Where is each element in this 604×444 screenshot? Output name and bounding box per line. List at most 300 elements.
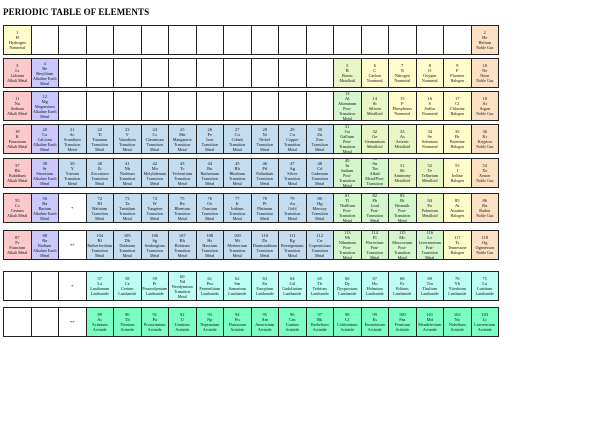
atomic-number: 88 — [42, 232, 47, 238]
element-name: Krypton — [477, 139, 492, 145]
element-cell-promethium[interactable] — [196, 271, 225, 301]
element-category: Lanthanide — [255, 291, 274, 297]
element-cell-xenon[interactable] — [471, 158, 500, 188]
element-symbol: Og — [482, 240, 488, 246]
atomic-number: 84 — [427, 198, 432, 204]
element-cell-nihonium[interactable] — [333, 230, 362, 260]
element-cell-cadmium[interactable] — [306, 158, 335, 188]
element-cell-indium[interactable] — [333, 158, 362, 188]
element-cell-tin[interactable] — [361, 158, 390, 188]
element-cell-fermium[interactable] — [388, 307, 417, 337]
element-cell-aluminum[interactable] — [333, 91, 362, 121]
atomic-number: 83 — [400, 193, 405, 199]
element-symbol: Sg — [152, 237, 158, 243]
element-cell-calcium[interactable] — [31, 124, 60, 154]
atomic-number: 116 — [426, 230, 434, 236]
element-cell-iridium[interactable] — [223, 193, 252, 223]
element-category: Nonmetal — [9, 45, 26, 51]
element-name: Thallium — [339, 203, 355, 209]
element-cell-protactinium[interactable] — [141, 307, 170, 337]
element-cell-ytterbium[interactable] — [443, 271, 472, 301]
element-cell-bromine[interactable] — [443, 124, 472, 154]
element-symbol: Pm — [206, 281, 213, 287]
element-symbol: Zr — [97, 165, 102, 171]
atomic-number: 29 — [290, 126, 295, 132]
element-cell-titanium[interactable] — [86, 124, 115, 154]
element-cell-vanadium[interactable] — [113, 124, 142, 154]
element-cell-iron[interactable] — [196, 124, 225, 154]
series-marker-cell — [58, 271, 87, 301]
element-cell-gallium[interactable] — [333, 124, 362, 154]
element-cell-neptunium[interactable] — [196, 307, 225, 337]
element-category: Post-Transition Metal — [394, 208, 411, 224]
element-name: Vanadium — [118, 136, 136, 142]
element-category: Transition Metal — [119, 210, 136, 221]
element-symbol: I — [456, 168, 458, 174]
element-category: Metalloid — [394, 144, 411, 150]
element-cell-dubnium[interactable] — [113, 230, 142, 260]
element-symbol: Br — [455, 134, 460, 140]
element-name: Francium — [9, 245, 26, 251]
element-cell-silicon[interactable] — [361, 91, 390, 121]
element-cell-livermorium[interactable] — [416, 230, 445, 260]
element-cell-samarium[interactable] — [223, 271, 252, 301]
atomic-number: 5 — [346, 63, 349, 69]
element-name: Rubidium — [8, 173, 26, 179]
element-symbol: Sr — [42, 165, 47, 171]
element-cell-tantalum[interactable] — [113, 193, 142, 223]
empty-cell — [141, 58, 170, 88]
element-symbol: Fm — [399, 317, 406, 323]
element-cell-tellurium[interactable] — [416, 158, 445, 188]
element-cell-cerium[interactable] — [113, 271, 142, 301]
element-category: Halogen — [450, 213, 465, 219]
element-symbol: Al — [345, 96, 350, 102]
empty-cell — [31, 25, 60, 55]
atomic-number: 34 — [427, 129, 432, 135]
atomic-number: 31 — [345, 124, 350, 130]
element-category: Nonmetal — [394, 111, 411, 117]
element-name: Meitnerium — [227, 242, 248, 248]
element-cell-lutetium[interactable] — [471, 271, 500, 301]
empty-cell — [113, 25, 142, 55]
atomic-number: 109 — [233, 232, 241, 238]
empty-cell — [443, 25, 472, 55]
element-cell-dysprosium[interactable] — [333, 271, 362, 301]
element-cell-barium[interactable] — [31, 193, 60, 223]
element-symbol: Rn — [482, 203, 488, 209]
element-name: Neptunium — [200, 322, 220, 328]
element-category: Lanthanide — [228, 291, 247, 297]
atomic-number: 8 — [428, 63, 431, 69]
element-cell-astatine[interactable] — [443, 193, 472, 223]
atomic-number: 106 — [151, 232, 159, 238]
element-category: Nonmetal — [421, 144, 438, 150]
element-category: Nonmetal — [394, 78, 411, 84]
element-category: Nonmetal — [366, 78, 383, 84]
element-category: Actinide — [312, 327, 327, 333]
element-symbol: Ho — [372, 281, 378, 287]
element-cell-silver[interactable] — [278, 158, 307, 188]
element-category: Alkali Metal — [7, 178, 28, 184]
atomic-number: 62 — [235, 276, 240, 282]
element-cell-radium[interactable] — [31, 230, 60, 260]
element-cell-francium[interactable] — [3, 230, 32, 260]
element-cell-americium[interactable] — [251, 307, 280, 337]
element-name: Iridium — [230, 205, 244, 211]
element-name: Tennessine — [447, 245, 467, 251]
element-cell-polonium[interactable] — [416, 193, 445, 223]
element-cell-neon[interactable] — [471, 58, 500, 88]
element-cell-sulfur[interactable] — [416, 91, 445, 121]
element-cell-antimony[interactable] — [388, 158, 417, 188]
atomic-number: 44 — [207, 160, 212, 166]
element-name: Potassium — [8, 139, 26, 145]
element-cell-oxygen[interactable] — [416, 58, 445, 88]
element-name: Oganesson — [475, 245, 494, 251]
element-name: Holmium — [366, 286, 383, 292]
element-category: Lanthanide — [475, 291, 494, 297]
element-cell-germanium[interactable] — [361, 124, 390, 154]
element-symbol: O — [428, 68, 432, 74]
empty-cell — [388, 25, 417, 55]
element-name: Lanthanum — [90, 286, 110, 292]
element-symbol: Pd — [262, 165, 268, 171]
element-cell-terbium[interactable] — [306, 271, 335, 301]
element-name: Gadolinium — [282, 286, 303, 292]
element-symbol: He — [482, 35, 488, 41]
element-name: Calcium — [37, 136, 52, 142]
atomic-number: 51 — [400, 163, 405, 169]
element-symbol: Er — [400, 281, 405, 287]
element-cell-praseodymium[interactable] — [141, 271, 170, 301]
element-symbol: Po — [427, 203, 433, 209]
empty-cell — [333, 25, 362, 55]
element-cell-iodine[interactable] — [443, 158, 472, 188]
element-cell-potassium[interactable] — [3, 124, 32, 154]
element-symbol: Dy — [344, 281, 350, 287]
element-cell-roentgenium[interactable] — [278, 230, 307, 260]
element-name: Niobium — [119, 170, 135, 176]
element-name: Tellurium — [421, 173, 438, 179]
element-name: Manganese — [172, 136, 192, 142]
element-symbol: Ti — [97, 131, 102, 137]
element-cell-carbon[interactable] — [361, 58, 390, 88]
element-cell-gold[interactable] — [278, 193, 307, 223]
atomic-number: 27 — [235, 126, 240, 132]
element-symbol: F — [455, 68, 459, 74]
element-name: Helium — [478, 40, 492, 46]
element-category: Transition Metal — [174, 175, 191, 186]
element-category: Halogen — [450, 78, 465, 84]
element-cell-krypton[interactable] — [471, 124, 500, 154]
element-symbol: Cl — [455, 101, 460, 107]
element-symbol: Y — [70, 165, 74, 171]
element-cell-technetium[interactable] — [168, 158, 197, 188]
empty-cell — [58, 91, 87, 121]
element-cell-niobium[interactable] — [113, 158, 142, 188]
element-symbol: Ts — [455, 240, 460, 246]
element-name: Californium — [337, 322, 358, 328]
element-category: Transition Metal — [174, 210, 191, 221]
element-symbol: Au — [289, 200, 295, 206]
element-name: Nobelium — [448, 322, 466, 328]
element-symbol: Lr — [482, 317, 487, 323]
element-category: Actinide — [202, 327, 217, 333]
element-cell-europium[interactable] — [251, 271, 280, 301]
atomic-number: 42 — [152, 160, 157, 166]
atomic-number: 104 — [96, 232, 104, 238]
element-cell-boron[interactable] — [333, 58, 362, 88]
element-symbol: Ge — [372, 134, 378, 140]
element-name: Zirconium — [90, 170, 109, 176]
element-cell-mendelevium[interactable] — [416, 307, 445, 337]
element-cell-einsteinium[interactable] — [361, 307, 390, 337]
atomic-number: 114 — [371, 230, 379, 236]
element-cell-zirconium[interactable] — [86, 158, 115, 188]
element-cell-curium[interactable] — [278, 307, 307, 337]
element-cell-fluorine[interactable] — [443, 58, 472, 88]
element-cell-molybdenum[interactable] — [141, 158, 170, 188]
atomic-number: 68 — [400, 276, 405, 282]
atomic-number: 70 — [455, 276, 460, 282]
atomic-number: 77 — [235, 195, 240, 201]
element-cell-yttrium[interactable] — [58, 158, 87, 188]
page-title: PERIODIC TABLE OF ELEMENTS — [3, 7, 150, 17]
element-category: Transition Metal — [229, 141, 246, 152]
element-symbol: Sb — [399, 168, 405, 174]
empty-cell — [306, 91, 335, 121]
empty-cell — [196, 58, 225, 88]
element-cell-plutonium[interactable] — [223, 307, 252, 337]
element-cell-rhenium[interactable] — [168, 193, 197, 223]
element-cell-rhodium[interactable] — [223, 158, 252, 188]
element-symbol: Bk — [317, 317, 323, 323]
atomic-number: 50 — [372, 158, 377, 161]
element-category: Transition Metal — [64, 175, 81, 186]
element-category: Nonmetal — [421, 78, 438, 84]
element-category: Nonmetal — [421, 111, 438, 117]
element-name: Technetium — [172, 170, 193, 176]
element-category: Transition Metal — [284, 210, 301, 221]
element-symbol: B — [345, 68, 349, 74]
element-cell-platinum[interactable] — [251, 193, 280, 223]
element-cell-lanthanum[interactable] — [86, 271, 115, 301]
atomic-number: 93 — [207, 312, 212, 318]
empty-cell — [31, 307, 60, 337]
element-cell-radon[interactable] — [471, 193, 500, 223]
atomic-number: 14 — [372, 96, 377, 102]
element-symbol: Mg — [41, 98, 48, 104]
element-category: Lanthanide — [283, 291, 302, 297]
element-name: Gold — [288, 205, 297, 211]
element-cell-uranium[interactable] — [168, 307, 197, 337]
element-cell-actinium[interactable] — [86, 307, 115, 337]
element-cell-thallium[interactable] — [333, 193, 362, 223]
element-cell-moscovium[interactable] — [388, 230, 417, 260]
element-cell-strontium[interactable] — [31, 158, 60, 188]
element-cell-holmium[interactable] — [361, 271, 390, 301]
element-category: Transition Metal — [229, 175, 246, 186]
element-cell-nitrogen[interactable] — [388, 58, 417, 88]
element-cell-erbium[interactable] — [388, 271, 417, 301]
element-name: Darmstadtium — [252, 242, 277, 248]
atomic-number: 20 — [42, 126, 47, 132]
atomic-number: 33 — [400, 129, 405, 135]
element-cell-darmstadtium[interactable] — [251, 230, 280, 260]
element-category: Noble Gas — [476, 178, 494, 184]
element-symbol: Cu — [289, 131, 295, 137]
element-cell-chlorine[interactable] — [443, 91, 472, 121]
element-cell-ruthenium[interactable] — [196, 158, 225, 188]
element-cell-argon[interactable] — [471, 91, 500, 121]
element-symbol: Xe — [482, 168, 488, 174]
element-cell-chromium[interactable] — [141, 124, 170, 154]
atomic-number: 6 — [373, 63, 376, 69]
element-cell-hafnium[interactable] — [86, 193, 115, 223]
element-symbol: Ga — [344, 129, 350, 135]
element-cell-berkelium[interactable] — [306, 307, 335, 337]
element-cell-tennessine[interactable] — [443, 230, 472, 260]
element-cell-zinc[interactable] — [306, 124, 335, 154]
atomic-number: 21 — [70, 126, 75, 132]
element-cell-magnesium[interactable] — [31, 91, 60, 121]
element-symbol: Ac — [97, 317, 103, 323]
element-cell-meitnerium[interactable] — [223, 230, 252, 260]
atomic-number: 1 — [16, 30, 19, 36]
atomic-number: 25 — [180, 126, 185, 132]
element-cell-thorium[interactable] — [113, 307, 142, 337]
element-name: Bohrium — [174, 242, 190, 248]
element-symbol: Pu — [234, 317, 240, 323]
element-symbol: Ce — [124, 281, 130, 287]
atomic-number: 17 — [455, 96, 460, 102]
element-cell-rubidium[interactable] — [3, 158, 32, 188]
element-symbol: Ni — [262, 131, 267, 137]
atomic-number: 99 — [372, 312, 377, 318]
series-marker-cell — [58, 193, 87, 223]
element-name: Platinum — [257, 205, 273, 211]
element-cell-bohrium[interactable] — [168, 230, 197, 260]
element-name: Nickel — [259, 136, 271, 142]
element-cell-lithium[interactable] — [3, 58, 32, 88]
atomic-number: 54 — [482, 163, 487, 169]
element-category: Transition Metal — [119, 141, 136, 152]
atomic-number: 89 — [97, 312, 102, 318]
element-cell-arsenic[interactable] — [388, 124, 417, 154]
element-cell-phosphorus[interactable] — [388, 91, 417, 121]
element-symbol: Np — [207, 317, 213, 323]
element-category: Metalloid — [366, 144, 383, 150]
element-symbol: Co — [234, 131, 240, 137]
element-cell-sodium[interactable] — [3, 91, 32, 121]
element-symbol: Lv — [427, 235, 433, 241]
element-category: Alkali Metal — [7, 78, 28, 84]
element-name: Copernicium — [308, 242, 331, 248]
element-cell-copernicium[interactable] — [306, 230, 335, 260]
element-symbol: P — [400, 101, 404, 107]
element-cell-neodymium[interactable] — [168, 271, 197, 301]
empty-cell — [168, 91, 197, 121]
element-symbol: Kr — [482, 134, 488, 140]
element-cell-seaborgium[interactable] — [141, 230, 170, 260]
element-cell-oganesson[interactable] — [471, 230, 500, 260]
element-symbol: Ra — [42, 237, 48, 243]
element-category: Transition Metal — [174, 141, 191, 152]
atomic-number: 10 — [482, 63, 487, 69]
element-symbol: Rh — [234, 165, 240, 171]
element-cell-beryllium[interactable] — [31, 58, 60, 88]
element-cell-cobalt[interactable] — [223, 124, 252, 154]
element-cell-thulium[interactable] — [416, 271, 445, 301]
element-name: Osmium — [202, 205, 217, 211]
series-marker: * — [71, 205, 74, 211]
element-cell-tungsten[interactable] — [141, 193, 170, 223]
element-cell-manganese[interactable] — [168, 124, 197, 154]
element-cell-osmium[interactable] — [196, 193, 225, 223]
element-name: Fluorine — [450, 73, 465, 79]
element-category: Actinide — [285, 327, 300, 333]
element-category: Transition Metal — [91, 141, 108, 152]
element-name: Ytterbium — [448, 286, 466, 292]
element-symbol: S — [428, 101, 431, 107]
atomic-number: 79 — [290, 195, 295, 201]
element-cell-flerovium[interactable] — [361, 230, 390, 260]
series-marker-cell — [58, 230, 87, 260]
element-cell-gadolinium[interactable] — [278, 271, 307, 301]
empty-cell — [196, 25, 225, 55]
element-cell-nobelium[interactable] — [443, 307, 472, 337]
element-cell-copper[interactable] — [278, 124, 307, 154]
element-cell-lawrencium[interactable] — [471, 307, 500, 337]
element-category: Noble Gas — [476, 213, 494, 219]
atomic-number: 23 — [125, 126, 130, 132]
element-cell-hassium[interactable] — [196, 230, 225, 260]
element-cell-scandium[interactable] — [58, 124, 87, 154]
element-symbol: Pb — [372, 198, 378, 204]
element-cell-mercury[interactable] — [306, 193, 335, 223]
atomic-number: 101 — [426, 312, 434, 318]
element-cell-selenium[interactable] — [416, 124, 445, 154]
element-symbol: Os — [207, 200, 213, 206]
atomic-number: 87 — [15, 235, 20, 241]
element-cell-californium[interactable] — [333, 307, 362, 337]
element-symbol: Cf — [345, 317, 350, 323]
element-category: Actinide — [175, 327, 190, 333]
element-symbol: As — [399, 134, 405, 140]
element-cell-nickel[interactable] — [251, 124, 280, 154]
atomic-number: 18 — [482, 96, 487, 102]
element-symbol: Na — [14, 101, 20, 107]
element-category: Transition Metal — [229, 247, 246, 258]
element-name: Sulfur — [424, 106, 435, 112]
atomic-number: 105 — [123, 232, 131, 238]
element-cell-rutherfordium[interactable] — [86, 230, 115, 260]
element-cell-helium[interactable] — [471, 25, 500, 55]
element-cell-bismuth[interactable] — [388, 193, 417, 223]
element-category: Post-Transition Metal — [421, 245, 438, 261]
element-name: Curium — [285, 322, 299, 328]
element-cell-hydrogen[interactable] — [3, 25, 32, 55]
element-category: Alkali Metal — [7, 111, 28, 117]
element-symbol: Pr — [152, 281, 157, 287]
element-category: Transition Metal — [256, 247, 273, 258]
element-cell-cesium[interactable] — [3, 193, 32, 223]
element-symbol: At — [455, 203, 460, 209]
element-cell-lead[interactable] — [361, 193, 390, 223]
element-name: Protactinium — [143, 322, 166, 328]
element-cell-palladium[interactable] — [251, 158, 280, 188]
